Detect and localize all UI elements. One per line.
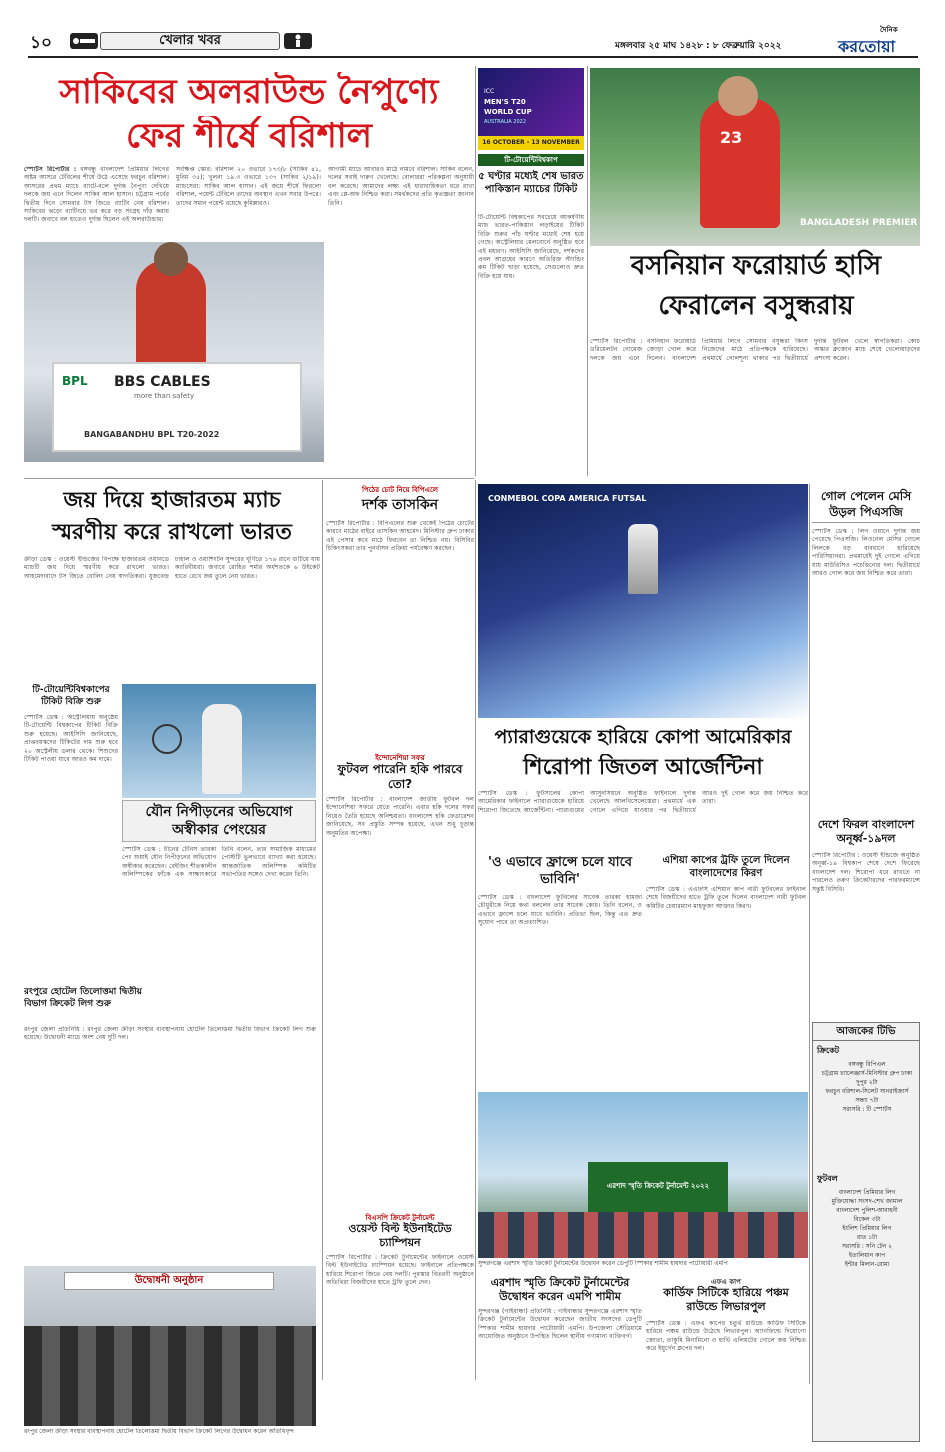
hotel-body: রংপুর জেলা প্রতিনিধি : রংপুর জেলা ক্রীড়া সংস্থার ব্যবস্থাপনায় হোটেল তিলোত্তমা দ্বিতীয় বিভাগ ক্রিকেট লিগ শুরু হয়েছে। উদ্বোধনী ম্যাচে অংশ নেয় দুটি দল। [24, 1026, 316, 1042]
france-headline: 'ও এভাবে ফ্রান্সে চলে যাবে ভাবিনি' [487, 855, 633, 887]
peng-photo [122, 684, 316, 798]
bashundhara-body: স্পোর্টস রিপোর্টার : বসনিয়ান ফরোয়ার্ড ডরিয়েলটন গোমেজ জোড়া গোল করে দলকে জয় এনে দিলেন। বাংলাদেশ প্রিমিয়ার লিগে সোমবার বসুন্ধরা কিংস নিজেদের মাঠে প্রতিপক্ষকে হারিয়েছে। প্রথমার্ধে গোলশূন্য থাকার পর দ্বিতীয়ার্ধে দুর্দান্ত ফুটবল খেলে স্বাগতিকরা। কোচ অস্কার ব্রুজোন ম্যাচ শেষে খেলোয়াড়দের প্রশংসা করেন। [590, 338, 920, 362]
fa-body: স্পোর্টস ডেস্ক : এফএ কাপের চতুর্থ রাউন্ডে কার্ডিফ সিটিকে হারিয়ে পঞ্চম রাউন্ডে উঠেছে লিভারপুল। অ্যানফিল্ডে দিয়োগো জোতা, তাকুমি মিনামিনো ও হার্ভি এলিয়টের গোলে জয় নিশ্চিত করে ইয়ুর্গেন ক্লপের দল। [646, 1320, 806, 1353]
player-figure [136, 260, 206, 370]
u19-body: স্পোর্টস রিপোর্টার : ওয়েস্ট ইন্ডিজে অনুষ্ঠিত অনূর্ধ্ব-১৯ বিশ্বকাপ শেষে দেশে ফিরেছে বাংলাদেশ দল। শিরোপা ধরে রাখতে না পারলেও তরুণ ক্রিকেটারদের পারফরম্যান্সে সন্তুষ্ট বিসিবি। [812, 852, 920, 893]
bpl-kicker: বিএসপি ক্রিকেট টুর্নামেন্ট [365, 1214, 435, 1222]
lead-story [24, 64, 474, 474]
tv-item: সন্ধ্যা ৭টা [855, 1097, 879, 1104]
tv-item: বঙ্গবন্ধু বিপিএল [848, 1061, 886, 1068]
tv-item: ইন্টার মিলান-রোমা [844, 1261, 890, 1268]
copa-headline-line1: প্যারাগুয়েকে হারিয়ে কোপা আমেরিকার [494, 726, 792, 748]
board-banner: BANGABANDHU BPL T20-2022 [84, 430, 220, 439]
tv-section-cricket [817, 1045, 917, 1114]
ershad-caption: সুন্দরগঞ্জে এরশাদ স্মৃতি ক্রিকেট টুর্নামেন্টের উদ্বোধন করেন ডেপুটি স্পিকার শামীম হায়দার পাটোয়ারী এমপি [478, 1260, 728, 1267]
tv-item: রাত ১টা [856, 1234, 878, 1241]
t20-dates: 16 OCTOBER - 13 NOVEMBER [478, 136, 584, 150]
lead-byline: স্পোর্টস রিপোর্টার : [24, 166, 77, 173]
bashundhara-photo [590, 68, 920, 246]
u19-headline: দেশে ফিরল বাংলাদেশ অনূর্ধ্ব-১৯দল [817, 818, 915, 845]
section-box [100, 32, 280, 50]
ershad-body: সুন্দরগঞ্জ (গাইবান্ধা) প্রতিনিধি : গাইবান্ধার সুন্দরগঞ্জে এরশাদ স্মৃতি ক্রিকেট টুর্নামেন্টের উদ্বোধন করেছেন জাতীয় সংসদের ডেপুটি স্পিকার শামীম হায়দার পাটোয়ারী এমপি। উপজেলা স্টেডিয়ামে আয়োজিত অনুষ্ঠানে উপস্থিত ছিলেন স্থানীয় গণ্যমান্য ব্যক্তিবর্গ। [478, 1308, 642, 1341]
lead-col1-text: বঙ্গবন্ধু বাংলাদেশ প্রিমিয়ার লিগের অষ্টম আসরে টেবিলের শীর্ষে উঠে এসেছে ফরচুন বরিশাল। আসরের প্রথম ম্যাচে ব্যাটে-বলে দুর্দান্ত নৈপুণ্য দেখিয়ে দলকে জয় এনে দিলেন সাকিব আল হাসান। চট্টগ্রাম পর্বের দ্বিতীয় দিনে সোমবার টস জিতে ব্যাটিং নেয় বরিশাল। সাকিবের ঝড়ো ব্যাটিংয়ে ভর করে বড় সংগ্রহ দাঁড় করায় দলটি। জবাবে বল হাতেও দুর্দান্ত ছিলেন এই অলরাউন্ডার। [24, 166, 169, 224]
fa-kicker: এফএ কাপ [711, 1278, 741, 1286]
tv-item: দুপুর ২টা [856, 1079, 878, 1086]
copa-headline-line2: শিরোপা জিতল আর্জেন্টিনা [523, 755, 763, 780]
ticket-headline: টি-টোয়েন্টিবিশ্বকাপের টিকিট বিক্রি শুরু [32, 685, 110, 707]
tv-section-football [817, 1173, 917, 1269]
asia-body: স্পোর্টস ডেস্ক : এএফসি এশিয়ান কাপ নারী ফুটবলের ফাইনাল শেষে বিজয়ীদের হাতে ট্রফি তুলে দিলেন বাংলাদেশ নারী ফুটবল কমিটির চেয়ারম্যান মাহফুজা আক্তার কিরণ। [646, 886, 806, 910]
hockey-body: স্পোর্টস রিপোর্টার : বাংলাদেশ জাতীয় ফুটবল দল ইন্দোনেশিয়া সফরে যেতে পারেনি। এবার হকি দলের সফর নিয়েও তৈরি হয়েছে অনিশ্চয়তা। বাংলাদেশ হকি ফেডারেশন জানিয়েছে, সব প্রস্তুতি সম্পন্ন হয়েছে, এখন শুধু চূড়ান্ত অনুমতির অপেক্ষা। [326, 796, 474, 837]
tv-item: বাংলাদেশ পুলিশ-আবাহনী [836, 1207, 898, 1214]
player-figure [700, 98, 780, 228]
bashundhara-headline: বসনিয়ান ফরোয়ার্ড হাসি ফেরালেন বসুন্ধরায় [630, 251, 882, 321]
brand-logo: করতোয়া [838, 37, 896, 56]
messi-headline: গোল পেলেন মেসি উড়ল পিএসজি [812, 488, 920, 523]
page-number: ১০ [30, 33, 53, 53]
hockey-headline: ফুটবল পারেনি হকি পারবে তো? [337, 762, 463, 791]
lead-photo [24, 242, 324, 462]
ticket-body: স্পোর্টস ডেস্ক : অস্ট্রেলিয়ায় অনুষ্ঠেয় টি-টোয়েন্টি বিশ্বকাপের টিকিট বিক্রি শুরু হয়েছে। আইসিসি জানিয়েছে, প্রাপ্তবয়স্কদের টিকিটের দাম শুরু হবে ২০ অস্ট্রেলীয় ডলার থেকে। শিশুদের টিকিট পাওয়া যাবে আরও কম দামে। [24, 714, 118, 764]
racket-icon [152, 724, 182, 754]
france-story [478, 854, 642, 1094]
tasnim-body: স্পোর্টস রিপোর্টার : বিপিএলের শুরু থেকেই পিঠের চোটের কারণে মাঠের বাইরে তাসকিন আহমেদ। মিনিস্টার গ্রুপ ঢাকার এই পেসার কবে মাঠে ফিরবেন তা নিশ্চিত নয়। বিসিবির চিকিৎসকরা তার পুনর্বাসন প্রক্রিয়া পর্যবেক্ষণ করছেন। [326, 520, 474, 553]
ticket-story [24, 684, 118, 874]
player-icon [284, 33, 312, 49]
tasnim-story [326, 480, 474, 750]
messi-story [812, 484, 920, 814]
sponsor-tagline: more than safety [134, 392, 195, 400]
bpl-body: স্পোর্টস রিপোর্টার : ক্রিকেট টুর্নামেন্টের ফাইনালে ওয়েস্ট বিল্ট ইউনাইটেড চ্যাম্পিয়ন হয়েছে। ফাইনালে প্রতিপক্ষকে হারিয়ে শিরোপা জিতে নেয় দলটি। পুরস্কার বিতরণী অনুষ্ঠানে অতিথিরা বিজয়ীদের হাতে ট্রফি তুলে দেন। [326, 1254, 474, 1287]
tasnim-kicker: পিঠের চোট নিয়ে বিপিএলে [361, 486, 439, 494]
ershad-photo [478, 1092, 808, 1258]
fa-story [646, 1276, 806, 1446]
tv-item: ইংলিশ প্রিমিয়ার লিগ [842, 1225, 892, 1232]
lead-headline-line2: ফের শীর্ষে বরিশাল [126, 116, 372, 156]
crowd [24, 1326, 316, 1426]
lead-col3: আগামী ম্যাচে আবারও মাঠে নামবে বরিশাল। সাকিব বলেন, দলের সবাই দারুণ খেলেছে। বোলাররা পরিকল্পনা অনুযায়ী বল করেছে। আমাদের লক্ষ্য এই ধারাবাহিকতা ধরে রাখা এবং প্লে-অফ নিশ্চিত করা। সমর্থকদের প্রতি কৃতজ্ঞতা জানান তিনি। [328, 166, 474, 207]
player-head [718, 76, 758, 116]
bpl-logo: BPL [62, 374, 88, 388]
t20-body: টি-টোয়েন্টি বিশ্বকাপের সবচেয়ে আকর্ষণীয় ম্যাচ ভারত-পাকিস্তান লড়াইয়ের টিকিট বিক্রি শুরুর পাঁচ ঘণ্টার মধ্যেই শেষ হয়ে গেছে। অস্ট্রেলিয়ার মেলবোর্নে অনুষ্ঠিত হবে এই মহারণ। আইসিসি জানিয়েছে, দর্শকদের প্রবল আগ্রহের কারণে অতিরিক্ত স্ট্যান্ডিং রুম টিকিট ছাড়া হয়েছে, সেগুলোও দ্রুত বিক্রি হয়ে যায়। [478, 214, 584, 280]
tv-item: ইতালিয়ান কাপ [848, 1252, 886, 1259]
tv-guide [812, 1022, 920, 1442]
asia-headline: এশিয়া কাপের ট্রফি তুলে দিলেন বাংলাদেশের কিরণ [662, 855, 790, 879]
tv-item: বাংলাদেশ প্রিমিয়ার লিগ [838, 1189, 896, 1196]
jersey-number: 23 [720, 128, 743, 147]
cricket-icon [70, 33, 98, 49]
tv-heading: ফুটবল [817, 1174, 838, 1183]
sponsor-name: BBS CABLES [114, 374, 211, 390]
peng-headline: যৌন নিপীড়নের অভিযোগ অস্বীকার পেংয়ের [122, 800, 316, 842]
section-title: খেলার খবর [159, 33, 221, 48]
copa-body: স্পোর্টস ডেস্ক : ফুটসালের কোপা আমেরিকার ফাইনালে প্যারাগুয়েকে হারিয়ে শিরোপা জিতেছে আর্জেন্টিনা। প্যারাগুয়ের আসুনসিয়নে অনুষ্ঠিত ফাইনালে দুর্দান্ত খেলেছে আলবিসেলেস্তেরা। প্রথমার্ধে এক গোলে এগিয়ে যাওয়ার পর দ্বিতীয়ার্ধে আরও দুই গোল করে জয় নিশ্চিত করে তারা। [478, 790, 808, 814]
asia-story [646, 854, 806, 954]
t20-icc: ICC [484, 88, 495, 95]
hotel-headline: রংপুরে হোটেল তিলোত্তমা দ্বিতীয় বিভাগ ক্রিকেট লিগ শুরু [24, 987, 142, 1009]
photo-board: BANGLADESH PREMIER [800, 218, 918, 228]
hockey-kicker: ইন্দোনেশিয়া সফর [375, 754, 425, 762]
stage-banner: উদ্বোধনী অনুষ্ঠান [64, 1272, 274, 1290]
tv-item: সরাসরি : টি স্পোর্টস [842, 1106, 892, 1113]
u19-story [812, 818, 920, 1018]
lead-headline-line1: সাকিবের অলরাউন্ড নৈপুণ্যে [59, 72, 439, 112]
player-head [154, 242, 188, 276]
tv-item: সরাসরি : সনি টেন ২ [841, 1243, 893, 1250]
photo-banner: CONMEBOL COPA AMERICA FUTSAL [488, 494, 647, 503]
india-story [24, 480, 320, 680]
player-figure [202, 704, 242, 794]
hotel-story [24, 986, 316, 1106]
hotel-photo [24, 1266, 316, 1426]
ershad-story [478, 1276, 642, 1446]
t20-aus: AUSTRALIA 2022 [484, 119, 526, 125]
t20-story [478, 68, 584, 548]
trophy-icon [628, 524, 658, 594]
india-headline-line2: স্মরণীয় করে রাখলো ভারত [52, 520, 292, 545]
crowd [478, 1212, 808, 1258]
t20-mens: MEN'S T20 [484, 98, 526, 106]
hockey-story [326, 752, 474, 992]
t20-headline: ৫ ঘণ্টার মধ্যেই শেষ ভারত পাকিস্তান ম্যাচের টিকিট [478, 171, 584, 195]
t20-kicker: টি-টোয়েন্টিবিশ্বকাপ [478, 154, 584, 166]
ershad-headline: এরশাদ স্মৃতি ক্রিকেট টুর্নামেন্টের উদ্বোধন করেন এমপি শামীম [490, 1276, 630, 1303]
bpl-headline: ওয়েস্ট বিল্ট ইউনাইটেড চ্যাম্পিয়ন [348, 1222, 452, 1249]
masthead [0, 0, 945, 62]
tv-item: ফরচুন বরিশাল-সিলেট সানরাইজার্স [825, 1088, 909, 1095]
india-headline-line1: জয় দিয়ে হাজারতম ম্যাচ [63, 488, 281, 513]
event-banner: এরশাদ স্মৃতি ক্রিকেট টুর্নামেন্ট ২০২২ [588, 1162, 728, 1212]
fa-headline: কার্ডিফ সিটিকে হারিয়ে পঞ্চম রাউন্ডে লিভারপুল [663, 1286, 789, 1313]
t20-wc: WORLD CUP [484, 108, 532, 116]
tv-heading: ক্রিকেট [817, 1046, 840, 1055]
brand-small: দৈনিক [880, 26, 898, 34]
hotel-caption: রংপুর জেলা ক্রীড়া সংস্থার ব্যবস্থাপনায় হোটেল তিলোত্তমা দ্বিতীয় বিভাগ ক্রিকেট লিগের উদ্বোধন করেন অতিথিবৃন্দ [24, 1428, 294, 1435]
france-body: স্পোর্টস ডেস্ক : বাংলাদেশ ফুটবলের সাবেক তারকা হামজা চৌধুরীকে নিয়ে কথা বললেন তার সাবেক কোচ। তিনি বলেন, ও এভাবে ফ্রান্সে চলে যাবে ভাবিনি। প্রতিভা ছিল, কিন্তু এত দ্রুত সুযোগ পাবে তা অপ্রত্যাশিত। [478, 894, 642, 927]
bpl-story [326, 1212, 474, 1442]
messi-body: স্পোর্টস ডেস্ক : লিগ ওয়ানে দুর্দান্ত জয় পেয়েছে পিএসজি। লিওনেল মেসির গোলে লিলকে বড় ব্যবধানে হারিয়েছে পারিসিয়ানরা। প্রথমার্ধেই দুই গোলে এগিয়ে যায় মাউরিসিও পচেত্তিনোর দল। দ্বিতীয়ার্ধে আরও গোল করে জয় নিশ্চিত করে তারা। [812, 528, 920, 578]
peng-body: স্পোর্টস ডেস্ক : চীনের টেনিস তারকা পেং শুয়াই যৌন নিপীড়নের অভিযোগ অস্বীকার করেছেন। বেইজিং শীতকালীন অলিম্পিকের ফাঁকে এক সাক্ষাৎকারে তিনি বলেন, তার সামাজিক মাধ্যমের পোস্টটি ভুলভাবে ব্যাখ্যা করা হয়েছে। আন্তর্জাতিক অলিম্পিক কমিটির সভাপতির সঙ্গেও দেখা করেন তিনি। [122, 846, 316, 879]
tv-item: মুক্তিযোদ্ধা সংসদ-শেখ জামাল [831, 1198, 903, 1205]
india-body: ক্রীড়া ডেস্ক : ওয়েস্ট ইন্ডিজের বিপক্ষে হাজারতম ওয়ানডে ম্যাচটি জয় দিয়ে স্মরণীয় করে রাখলো ভারত। আহমেদাবাদে টস জিতে বোলিং নেয় স্বাগতিকরা। যুজবেন্দ্র চাহাল ও ওয়াশিংটন সুন্দরের ঘূর্ণিতে ১৭৬ রানে গুটিয়ে যায় ক্যারিবীয়রা। জবাবে রোহিত শর্মার অর্ধশতকে ৬ উইকেট হাতে রেখে জয় তুলে নেয় ভারত। [24, 556, 320, 580]
t20-poster [478, 68, 584, 150]
issue-date: মঙ্গলবার ২৫ মাঘ ১৪২৮ : ৮ ফেব্রুয়ারি ২০২২ [615, 41, 782, 51]
tasnim-headline: দর্শক তাসকিন [361, 497, 439, 513]
copa-photo [478, 484, 808, 718]
award-board [52, 362, 302, 452]
tv-item: চট্টগ্রাম চ্যালেঞ্জার্স-মিনিস্টার গ্রুপ ঢাকা [821, 1070, 913, 1077]
tv-item: বিকেল ৩টা [853, 1216, 881, 1223]
lead-col2: সংক্ষিপ্ত স্কোর: বরিশাল ২০ ওভারে ১৭৩/৮ (সাকিব ৪১, মুনিম ৩৫); খুলনা ১৯.৩ ওভারে ১৩৭ (সাকিব ২/১৯)। ম্যাচসেরা: সাকিব আল হাসান। এই জয়ে শীর্ষে ফিরলো বরিশাল, পয়েন্ট টেবিলে তাদের অবস্থান এখন সবার উপরে। তাদের সমান পয়েন্ট রয়েছে কুমিল্লারও। [176, 166, 321, 207]
tv-title: আজকের টিভি [813, 1023, 919, 1041]
